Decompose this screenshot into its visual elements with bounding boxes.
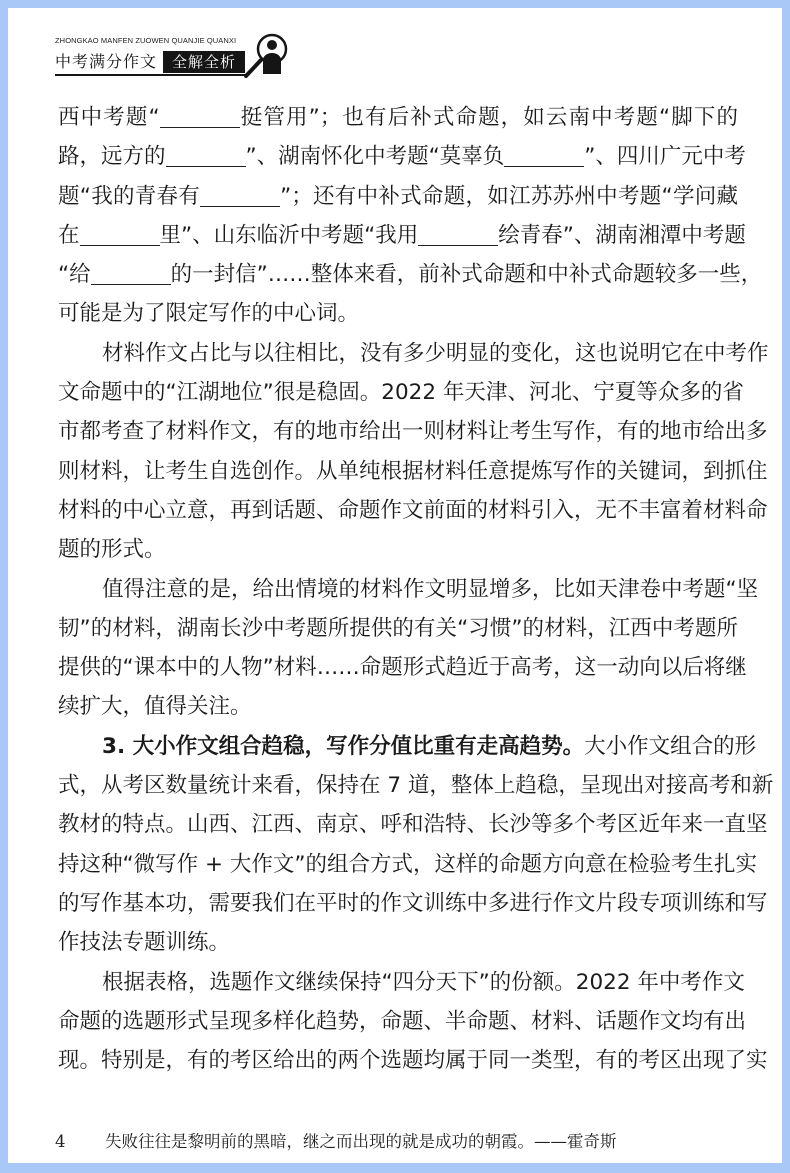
text-segment: 西中考题“ [58,105,160,130]
page-number: 4 [55,1132,66,1151]
text-segment: 续扩大，值得关注。 [58,694,252,720]
fill-in-blank [80,221,160,246]
text-segment: 大小作文组合的形 [584,733,757,759]
text-segment: 文命题中的“江湖地位”很是稳固。2022 年天津、河北、宁夏等众多的省 [58,380,744,406]
paragraph [58,98,763,334]
text-line [58,452,768,491]
text-line [58,255,763,294]
text-segment: 市都考查了材料作文，有的地市给出一则材料让考生写作，有的地市给出多 [58,419,768,445]
text-line [58,727,757,766]
text-segment: 命题的选题形式呈现多样化趋势，命题、半命题、材料、话题作文均有出 [58,1008,747,1034]
text-segment: 路，远方的 [58,144,166,170]
article-body [58,98,774,1080]
book-page [8,8,782,1163]
text-segment: 的写作基本功，需要我们在平时的作文训练中多进行作文片段专项训练和写 [58,890,768,916]
text-segment: ”；还有中补式命题，如江苏苏州中考题“学问藏 [280,183,739,209]
text-segment: 根据表格，选题作文继续保持“四分天下”的份额。2022 年中考作文 [102,969,745,995]
text-segment: 持这种“微写作 + 大作文”的组合方式，这样的命题方向意在检验考生扎实 [58,851,757,877]
page-footer [55,1128,755,1152]
text-line [58,216,746,255]
paragraph [58,334,769,570]
text-line [58,137,746,176]
text-segment: 值得注意的是，给出情境的材料作文明显增多，比如天津卷中考题“坚 [102,576,759,602]
text-segment: 教材的特点。山西、江西、南京、呼和浩特、长沙等多个考区近年来一直坚 [58,812,768,838]
fill-in-blank [504,142,584,167]
header-rule [55,74,245,76]
text-line [58,1041,768,1080]
header-subtitle: 全解全析 [163,51,245,73]
text-segment: ”、四川广元中考 [584,144,746,170]
text-segment: “给 [58,262,91,288]
fill-in-blank [418,221,498,246]
text-segment: 绘青春”、湖南湘潭中考题 [498,222,746,248]
text-segment: 则材料，让考生自选创作。从单纯根据材料任意提炼写作的关键词，到抓住 [58,458,768,484]
text-segment: ”、湖南怀化中考题“莫辜负 [245,144,505,170]
text-line [58,373,744,412]
text-segment: 材料的中心立意，再到话题、命题作文前面的材料引入，无不丰富着材料命 [58,497,768,523]
text-segment: 题“我的青春有 [58,183,201,209]
text-line [58,412,768,451]
text-line [58,294,738,333]
text-line [58,98,738,137]
text-line [58,687,738,726]
text-line [58,530,738,569]
fill-in-blank [200,182,280,207]
header-title: 中考满分作文 [55,52,158,71]
footer-quote: 失败往往是黎明前的黑暗，继之而出现的就是成功的朝霞。——霍奇斯 [105,1132,617,1151]
header-pinyin: ZHONGKAO MANFEN ZUOWEN QUANJIE QUANXI [55,36,237,45]
paragraph [58,963,768,1081]
text-segment: 可能是为了限定写作的中心词。 [58,301,360,327]
text-segment: 题的形式。 [58,537,166,563]
text-segment: 里”、山东临沂中考题“我用 [159,222,419,248]
paragraph [58,727,774,963]
fill-in-blank [160,103,240,128]
fill-in-blank [166,142,246,167]
section-heading: 3. 大小作文组合趋稳，写作分值比重有走高趋势。 [102,733,585,759]
text-segment: 材料作文占比与以往相比，没有多少明显的变化，这也说明它在中考作 [102,340,769,366]
text-segment: 的一封信”……整体来看，前补式命题和中补式命题较多一些， [170,262,763,288]
text-line [58,845,757,884]
text-line [58,805,768,844]
text-line [58,609,738,648]
text-line [58,884,768,923]
text-line [58,923,738,962]
text-line [58,648,747,687]
text-segment: 提供的“课本中的人物”材料……命题形式趋近于高考，这一动向以后将继 [58,655,747,681]
text-segment: 挺管用”；也有后补式命题，如云南中考题“脚下的 [239,105,739,130]
text-segment: 作技法专题训练。 [58,930,231,956]
text-line [58,177,738,216]
text-segment: 在 [58,222,80,248]
text-segment: 韧”的材料，湖南长沙中考题所提供的有关“习惯”的材料，江西中考题所 [58,615,738,641]
text-line [58,334,769,373]
text-segment: 式，从考区数量统计来看，保持在 7 道，整体上趋稳，呈现出对接高考和新 [58,773,774,799]
magnifier-person-icon [242,32,292,82]
text-line [58,491,768,530]
text-line [58,1002,747,1041]
fill-in-blank [91,260,171,285]
text-segment: 现。特别是，有的考区给出的两个选题均属于同一类型，有的考区出现了实 [58,1048,768,1074]
text-line [58,766,774,805]
text-line [58,963,745,1002]
text-line [58,570,759,609]
paragraph [58,570,759,727]
